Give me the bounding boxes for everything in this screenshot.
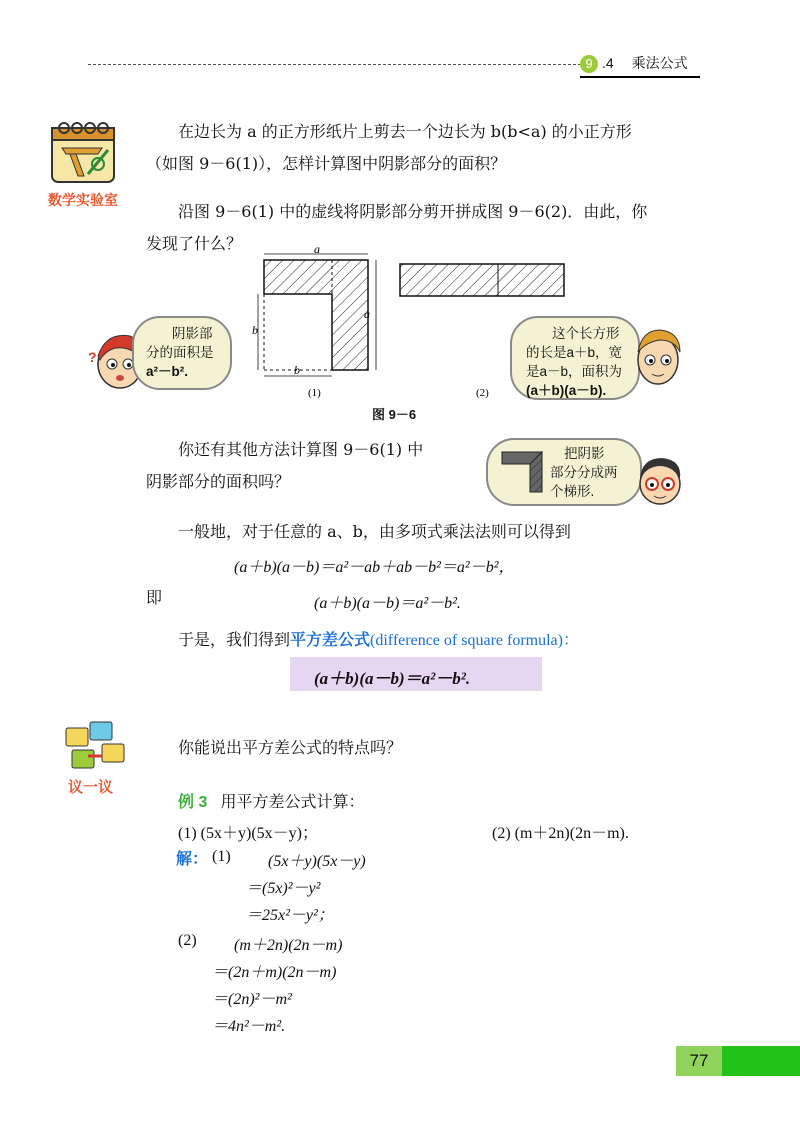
bubble-right-line-1: 这个长方形 xyxy=(552,326,620,341)
discuss-question: 你能说出平方差公式的特点吗？ xyxy=(178,738,403,757)
solution-2-line-3: ＝(2n)²－m² xyxy=(212,991,292,1008)
page-number-bar xyxy=(722,1046,800,1076)
equation-expanded: (a＋b)(a－b)＝a²－ab＋ab－b²＝a²－b²， xyxy=(234,559,515,576)
bubble-right-line-3: 是a－b，面积为 xyxy=(526,364,623,379)
paragraph-1-line-2: （如图 9－6(1)），怎样计算图中阴影部分的面积？ xyxy=(146,154,507,173)
solution-1-number: (1) xyxy=(212,848,231,865)
formula-intro xyxy=(178,626,579,655)
formula-english: (difference of square formula)： xyxy=(370,632,579,649)
bubble-left-line-2: 分的面积是 xyxy=(146,345,214,360)
bubble-trap-line-2: 部分分成两 xyxy=(550,465,618,480)
bubble-right-line-4: (a＋b)(a－b). xyxy=(526,383,607,398)
l-shape-region xyxy=(264,260,368,370)
formula-box-text: (a＋b)(a－b)＝a²－b². xyxy=(314,669,471,688)
figure-caption: 图 9－6 xyxy=(372,407,417,422)
example-3 xyxy=(178,788,364,817)
bubble-right-line-2: 的长是a＋b，宽 xyxy=(526,345,623,360)
paragraph-2-line-1: 沿图 9－6(1) 中的虚线将阴影部分剪开拼成图 9－6(2)．由此，你 xyxy=(178,202,648,221)
paragraph-1 xyxy=(146,118,706,178)
speech-bubble-left xyxy=(132,316,232,390)
solution-1-line-3: ＝25x²－y²； xyxy=(246,907,334,924)
label-b-left: b xyxy=(252,323,258,337)
bubble-trap-line-3: 个梯形. xyxy=(550,484,595,499)
header-dashed-rule xyxy=(88,64,586,65)
solution-1-line-1: (5x＋y)(5x－y) xyxy=(268,853,366,870)
solution-1-line-2: ＝(5x)²－y² xyxy=(246,880,321,897)
example-label: 例 3 xyxy=(178,794,208,811)
section-title: 乘法公式 xyxy=(631,55,688,71)
svg-text:?: ? xyxy=(88,349,97,365)
section-header xyxy=(580,52,700,78)
solution-2-line-4: ＝4n²－m². xyxy=(212,1018,286,1035)
equation-result: (a＋b)(a－b)＝a²－b². xyxy=(314,595,461,612)
label-a-top: a xyxy=(314,246,320,256)
math-lab-label: 数学实验室 xyxy=(48,192,118,208)
math-lab-icon xyxy=(48,118,120,208)
example-part-2: (2) (m＋2n)(2n－m). xyxy=(492,825,629,842)
label-b-bottom: b xyxy=(294,363,300,377)
section-suffix: .4 xyxy=(602,55,614,71)
example-prompt: 用平方差公式计算： xyxy=(220,792,365,811)
figure-sub-2: (2) xyxy=(476,387,489,399)
bubble-left-line-3: a²－b². xyxy=(146,364,188,379)
speech-bubble-right xyxy=(510,316,640,400)
label-a-right: a xyxy=(364,307,370,321)
paragraph-3-line-2: 阴影部分的面积吗？ xyxy=(146,472,291,491)
section-number-badge: 9 xyxy=(580,55,598,73)
word-ji: 即 xyxy=(146,588,163,607)
rectangle-region xyxy=(400,264,564,296)
page-number: 77 xyxy=(676,1046,722,1076)
bubble-trap-line-1: 把阴影 xyxy=(564,446,605,461)
solution-2-line-1: (m＋2n)(2n－m) xyxy=(234,937,343,954)
paragraph-1-line-1: 在边长为 a 的正方形纸片上剪去一个边长为 b(b<a) 的小正方形 xyxy=(178,122,632,141)
speech-bubble-trapezoid xyxy=(486,438,642,506)
figure-sub-1: (1) xyxy=(308,387,321,399)
cartoon-boy-glasses xyxy=(632,452,688,508)
formula-intro-text: 于是，我们得到 xyxy=(178,630,291,649)
discuss-icon xyxy=(62,720,130,796)
paragraph-3-line-1: 你还有其他方法计算图 9－6(1) 中 xyxy=(178,440,424,459)
discuss-label: 议一议 xyxy=(68,779,114,796)
cartoon-boy-right xyxy=(630,322,686,388)
example-part-1: (1) (5x＋y)(5x－y)； xyxy=(178,825,318,842)
paragraph-3 xyxy=(146,436,486,496)
solution-2-line-2: ＝(2n＋m)(2n－m) xyxy=(212,964,337,981)
l-shape-hint-icon xyxy=(500,450,544,494)
bubble-left-line-1: 阴影部 xyxy=(172,326,213,341)
general-statement: 一般地，对于任意的 a、b，由多项式乘法法则可以得到 xyxy=(178,522,571,541)
formula-name: 平方差公式 xyxy=(290,632,371,649)
formula-box xyxy=(290,657,542,691)
solution-2-number: (2) xyxy=(178,932,197,949)
paragraph-2-line-2: 发现了什么？ xyxy=(146,234,243,253)
solution-label: 解： xyxy=(176,851,209,868)
